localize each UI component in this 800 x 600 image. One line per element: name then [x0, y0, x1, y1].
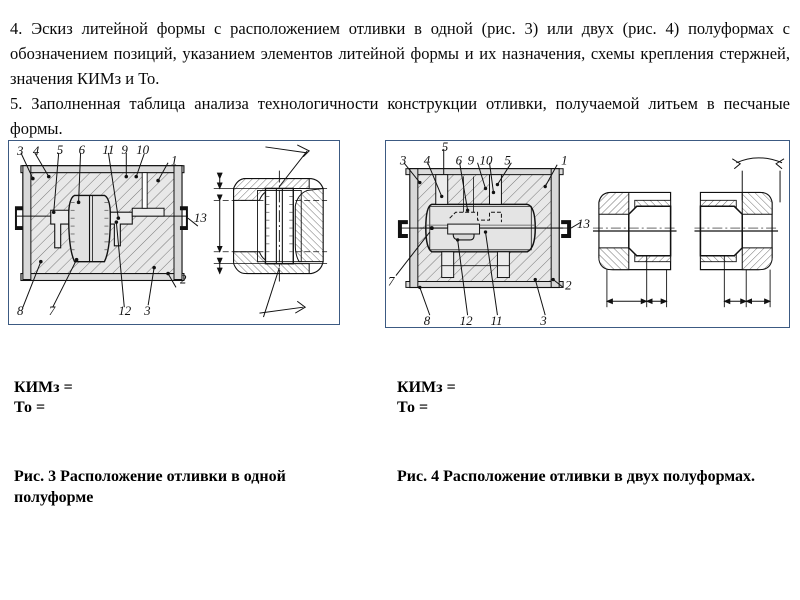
- casting-detail-view-4: [593, 158, 784, 307]
- label-9: 9: [121, 142, 128, 157]
- label-13: 13: [193, 211, 207, 226]
- label-5-top: 5: [441, 141, 449, 154]
- fig3-caption: Рис. 3 Расположение отливки в одной полуформе: [14, 468, 286, 506]
- label-2: 2: [565, 278, 572, 293]
- body-text-block: [10, 16, 790, 141]
- label-3b: 3: [540, 314, 547, 327]
- label-11: 11: [102, 142, 115, 157]
- fig4-caption: Рис. 4 Расположение отливки в двух полуформах.: [397, 468, 756, 485]
- casting-detail-view-3: [214, 145, 327, 317]
- label-7: 7: [387, 274, 395, 289]
- label-11: 11: [490, 314, 503, 327]
- fig4-kimz-label: КИМз =: [397, 379, 456, 396]
- paragraph-item-4: 4. Эскиз литейной формы с расположением отливки в одной (рис. 3) или двух (рис. 4) полуформах с обозначением позиций, указанием элементов литейной формы и их назначения, схемы крепления стержней, значения КИМз и То.: [10, 19, 790, 88]
- mold-section-view-4: [388, 141, 590, 327]
- fig3-kimz-label: КИМз =: [14, 379, 73, 396]
- fig3-to-label: То =: [14, 399, 46, 416]
- label-10: 10: [479, 153, 493, 168]
- label-9: 9: [467, 153, 475, 168]
- label-1: 1: [561, 153, 568, 168]
- label-3b: 3: [144, 304, 151, 319]
- figure-4-caption-block: [397, 378, 757, 487]
- figure-4-box: [385, 140, 790, 328]
- label-4: 4: [32, 143, 40, 158]
- label-10: 10: [136, 142, 150, 157]
- label-8: 8: [423, 314, 431, 327]
- paragraph-item-5: 5. Заполненная таблица анализа технологичности конструкции отливки, получаемой литьем в песчаные формы.: [10, 94, 790, 138]
- label-5: 5: [56, 142, 64, 157]
- label-1: 1: [171, 153, 178, 168]
- label-5b: 5: [504, 153, 511, 168]
- label-6: 6: [455, 153, 463, 168]
- figure-4-drawing: [386, 141, 789, 327]
- figure-3-caption-block: [14, 378, 364, 508]
- figure-3-box: [8, 140, 340, 325]
- label-3: 3: [16, 143, 24, 158]
- label-13: 13: [577, 217, 590, 232]
- figure-3-drawing: [9, 141, 339, 324]
- label-3: 3: [399, 153, 407, 168]
- label-4: 4: [423, 153, 431, 168]
- label-12: 12: [118, 304, 132, 319]
- mold-section-view-3: [15, 143, 207, 318]
- label-2: 2: [179, 272, 187, 287]
- label-8: 8: [16, 304, 24, 319]
- label-7: 7: [48, 304, 56, 319]
- label-6: 6: [78, 142, 86, 157]
- fig4-to-label: То =: [397, 399, 429, 416]
- label-12: 12: [459, 314, 473, 327]
